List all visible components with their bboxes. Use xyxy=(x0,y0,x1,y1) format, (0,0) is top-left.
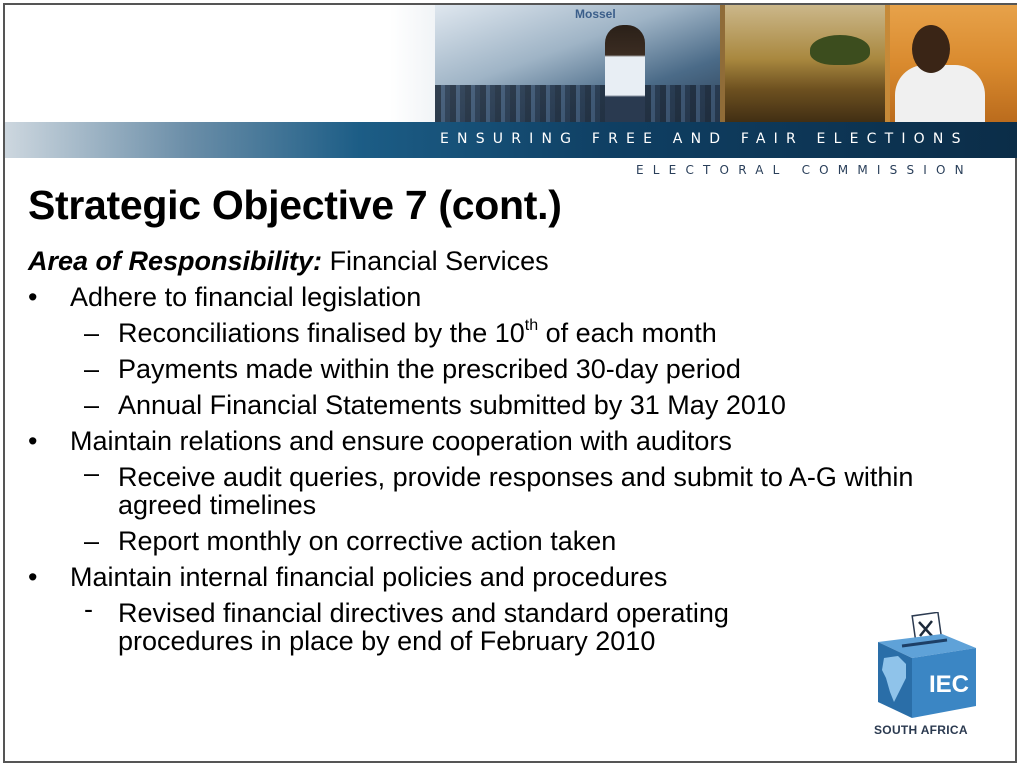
list-item xyxy=(28,559,928,595)
list-item-text: Annual Financial Statements submitted by 31 May 2010 xyxy=(118,390,786,420)
list-item-text: Revised financial directives and standard operating procedures in place by end of February 2010 xyxy=(118,598,729,656)
list-item-text: Payments made within the prescribed 30-day period xyxy=(118,354,741,384)
slide-content xyxy=(28,243,928,659)
banner-photo-crowd xyxy=(435,5,720,125)
photo-map-label: Mossel xyxy=(575,7,616,21)
list-item xyxy=(28,351,928,387)
dash-marker: – xyxy=(84,526,100,556)
superscript: th xyxy=(524,317,539,334)
list-item xyxy=(28,523,928,559)
list-item xyxy=(28,459,938,523)
dash-marker: – xyxy=(84,458,100,488)
bullet-marker: • xyxy=(28,282,38,312)
dash-marker: – xyxy=(84,354,100,384)
list-item xyxy=(28,279,928,315)
banner-tagline: ENSURING FREE AND FAIR ELECTIONS xyxy=(440,131,969,147)
dash-marker: – xyxy=(84,318,100,348)
organization-name: ELECTORAL COMMISSION xyxy=(636,163,973,177)
bullet-marker: • xyxy=(28,426,38,456)
dash-marker: – xyxy=(84,390,100,420)
list-item-text: Adhere to financial legislation xyxy=(70,282,422,312)
dash-marker: - xyxy=(84,594,93,624)
area-value: Financial Services xyxy=(329,246,549,276)
list-item xyxy=(28,423,928,459)
bullet-marker: • xyxy=(28,562,38,592)
logo-caption: SOUTH AFRICA xyxy=(874,723,968,737)
list-item xyxy=(28,595,818,659)
area-label: Area of Responsibility: xyxy=(28,246,323,276)
list-item-text: Report monthly on corrective action taken xyxy=(118,526,617,556)
banner-photo-street xyxy=(725,5,885,125)
area-of-responsibility xyxy=(28,243,928,279)
logo-text: IEC xyxy=(929,671,970,698)
list-item xyxy=(28,315,928,351)
header-banner xyxy=(5,5,1017,125)
list-item xyxy=(28,387,928,423)
list-item-text: Maintain relations and ensure cooperation with auditors xyxy=(70,426,732,456)
list-item-text: Reconciliations finalised by the 10th of each month xyxy=(118,317,717,348)
list-item-text: Receive audit queries, provide responses and submit to A-G within agreed timelines xyxy=(118,462,914,520)
banner-photo-official xyxy=(890,5,1017,125)
slide-title: Strategic Objective 7 (cont.) xyxy=(28,182,562,228)
list-item-text: Maintain internal financial policies and procedures xyxy=(70,562,668,592)
